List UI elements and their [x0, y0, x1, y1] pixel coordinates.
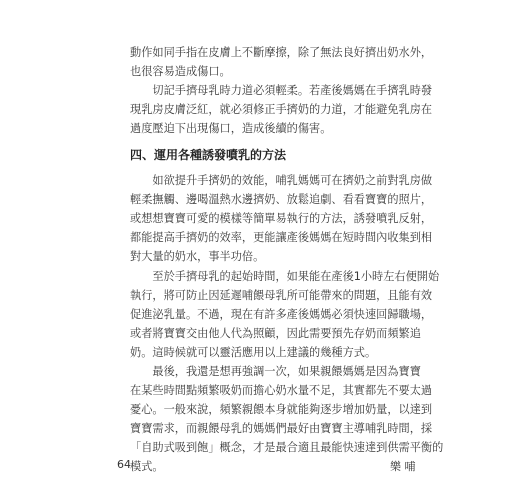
- text-line: 在某些時間點頻繁吸奶而擔心奶水量不足，其實都先不要太過: [130, 384, 433, 397]
- text-line: 憂心。一般來說，頻繁親餵本身就能夠逐步增加奶量，以達到: [130, 403, 433, 416]
- text-line: 至於手擠母乳的起始時間，如果能在產後1小時左右便開始: [130, 270, 440, 283]
- text-line: 輕柔撫觸、邊喝溫熱水邊擠奶、放鬆追劇、看看寶寶的照片，: [130, 193, 433, 206]
- text-line: 「自助式吸到飽」概念，才是最合適且最能快速達到供需平衡的: [130, 441, 444, 454]
- text-line: 動作如同手指在皮膚上不斷摩擦，除了無法良好擠出奶水外，: [130, 46, 433, 59]
- text-line: 寶寶需求，而親餵母乳的媽媽們最好由寶寶主導哺乳時間，採: [130, 422, 433, 435]
- text-line: 或者將寶寶交由他人代為照顧，因此需要預先存奶而頻繁追: [130, 327, 421, 340]
- text-line: 都能提高手擠奶的效率，更能讓產後媽媽在短時間內收集到相: [130, 231, 433, 244]
- text-line: 現乳房皮膚泛紅，就必須修正手擠奶的力道，才能避免乳房在: [130, 103, 433, 116]
- text-line: 模式。: [130, 460, 164, 473]
- text-line: 如欲提升手擠奶的效能，哺乳媽媽可在擠奶之前對乳房做: [130, 174, 433, 187]
- text-line: 或想想寶寶可愛的模樣等簡單易執行的方法，誘發噴乳反射，: [130, 212, 433, 225]
- running-title: 樂 哺: [390, 460, 416, 473]
- text-line: 最後，我還是想再強調一次，如果親餵媽媽是因為寶寶: [130, 365, 421, 378]
- text-line: 切記手擠母乳時力道必須輕柔。若產後媽媽在手擠乳時發: [130, 84, 433, 97]
- text-line: 對大量的奶水，事半功倍。: [130, 250, 265, 263]
- page-number: 64: [117, 458, 131, 471]
- text-line: 執行，將可防止因延遲哺餵母乳所可能帶來的問題，且能有效: [130, 289, 433, 302]
- text-line: 奶。這時候就可以靈活應用以上建議的幾種方式。: [130, 346, 377, 359]
- text-line: 促進泌乳量。不過，現在有許多產後媽媽必須快速回歸職場，: [130, 308, 433, 321]
- section-heading: 四、運用各種誘發噴乳的方法: [130, 148, 287, 162]
- text-line: 也很容易造成傷口。: [130, 65, 231, 78]
- text-line: 過度壓迫下出現傷口，造成後續的傷害。: [130, 122, 332, 135]
